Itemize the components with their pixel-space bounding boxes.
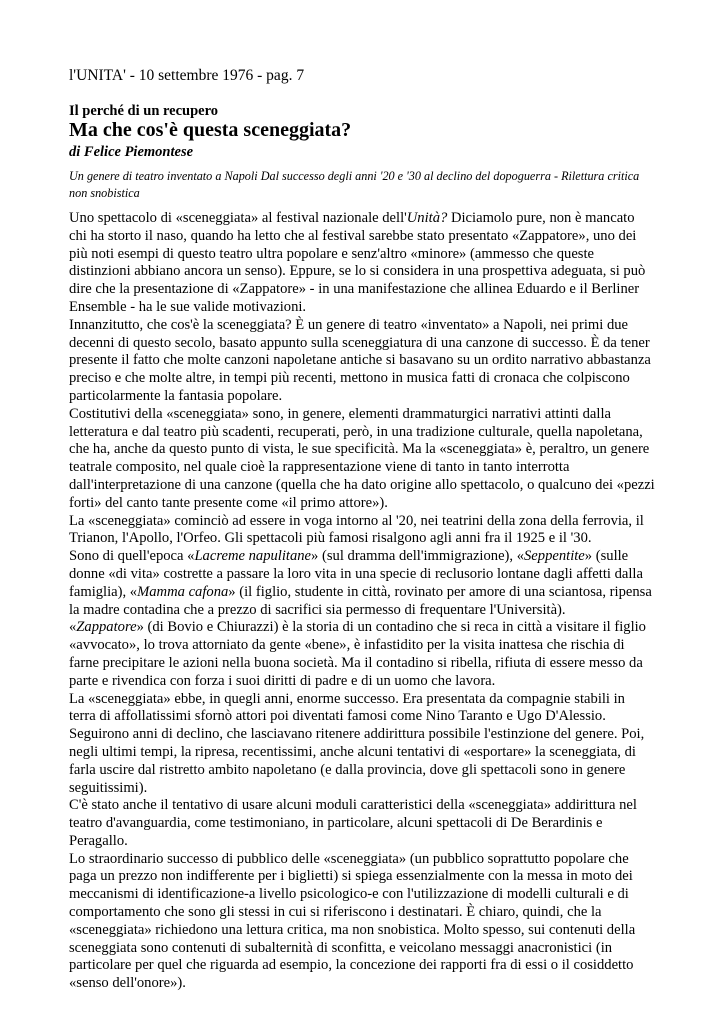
body-line: dire che la presentazione di «Zappatore» - in una manifestazione che allinea Eduardo e il Berliner bbox=[69, 281, 640, 298]
body-line: seguitissimi). bbox=[69, 779, 148, 796]
article-byline: di Felice Piemontese bbox=[69, 144, 194, 160]
body-line: comportamento che sono gli stessi in cui si riferiscono i destinatari. È chiaro, quindi, che la bbox=[69, 904, 602, 921]
summary-line: non snobistica bbox=[69, 186, 140, 200]
body-line: famiglia), «Mamma cafona» (il figlio, studente in città, rovinato per amore di una sciantosa, ripensa bbox=[69, 583, 652, 600]
body-line: particolarmente la fantasia popolare. bbox=[69, 387, 283, 404]
body-line: «Zappatore» (di Bovio e Chiurazzi) è la storia di un contadino che si reca in città a visitare il figlio bbox=[69, 619, 646, 636]
italic-title: Seppentite bbox=[524, 548, 585, 565]
body-line: meccanismi di identificazione-a livello psicologico-e con l'utilizzazione di modelli culturali e di bbox=[69, 886, 629, 903]
body-line: dall'interpretazione di una canzone (quella che ha dato origine allo spettacolo, o qualcuno dei «pezzi bbox=[69, 476, 655, 493]
italic-title: Lacreme napulitane bbox=[194, 548, 312, 565]
body-line: parte e rivendica con forza i suoi diritti di padre e di un uomo che lavora. bbox=[69, 672, 496, 689]
body-line: «avvocato», lo trova attorniato da gente «bene», è infastidito per la visita inattesa che rischia di bbox=[69, 637, 625, 654]
body-line: Sono di quell'epoca «Lacreme napulitane» (sul dramma dell'immigrazione), «Seppentite» (sulle bbox=[69, 548, 629, 565]
body-line: forti» del canto tante presente come «il primo attore»). bbox=[69, 494, 388, 511]
body-line: distinzioni abbiano ancora un senso). Eppure, se lo si considera in una prospettiva adeguata, si può bbox=[69, 263, 646, 280]
body-line: terra di affollatissimi sfornò attori poi diventati famosi come Nino Taranto e Ugo D'Alessio. bbox=[69, 708, 606, 725]
body-line: Lo straordinario successo di pubblico delle «sceneggiata» (un pubblico soprattutto popolare che bbox=[69, 850, 629, 867]
body-line: Uno spettacolo di «sceneggiata» al festival nazionale dell'Unità? Diciamolo pure, non è mancato bbox=[69, 210, 635, 226]
body-line: presente il fatto che molte canzoni napoletane antiche si basavano su un ordito narrativo abbastanza bbox=[69, 352, 651, 369]
body-line: negli ultimi tempi, la ripresa, recentissimi, anche alcuni tentativi di «esportare» la sceneggiata, di bbox=[69, 743, 636, 760]
body-line: Trianon, l'Apollo, l'Orfeo. Gli spettacoli più famosi risalgono agli anni fra il 1925 e il '30. bbox=[69, 530, 592, 547]
italic-title: Unità? bbox=[406, 210, 448, 226]
body-line: farne precipitare le azioni nella buona società. Ma il contadino si ribella, rifiuta di essere messo da bbox=[69, 654, 643, 671]
body-line: teatro d'avanguardia, come testimoniano, in particolare, alcuni spettacoli di De Berardinis e bbox=[69, 815, 603, 832]
body-line: chi ha storto il naso, quando ha letto che al festival sarebbe stato presentato «Zappatore», uno dei bbox=[69, 227, 637, 244]
source-line: l'UNITA' - 10 settembre 1976 - pag. 7 bbox=[69, 67, 305, 84]
italic-title: Mamma cafona bbox=[137, 583, 229, 600]
body-line: teatrale composito, nel quale cioè la rappresentazione viene di tanto in tanto interrotta bbox=[69, 459, 570, 476]
body-line: che ha, anche da questo punto di vista, le sue specificità. Ma la «sceneggiata» è, peraltro, un genere bbox=[69, 441, 650, 458]
body-line: C'è stato anche il tentativo di usare alcuni moduli caratteristici della «sceneggiata» addirittura nel bbox=[69, 797, 637, 814]
body-line: letteratura e dal teatro più scadenti, recuperati, però, in una tradizione culturale, quella napoletana, bbox=[69, 423, 643, 440]
body-line: la madre contadina che a prezzo di sacrifici sia permesso di frequentare l'Università). bbox=[69, 601, 566, 618]
body-line: più noti esempi di questo teatro ultra popolare e senz'altro «minore» (ammesso che queste bbox=[69, 245, 595, 262]
body-line: sceneggiata sono contenuti di subalternità di sconfitta, e veicolano messaggi anacronistici (in bbox=[69, 939, 613, 956]
body-line: Ensemble - ha le sue valide motivazioni. bbox=[69, 298, 307, 315]
body-line: «sceneggiata» richiedono una lettura critica, ma non snobistica. Molto spesso, sui contenuti della bbox=[69, 921, 636, 938]
body-line: Peragallo. bbox=[69, 832, 128, 849]
article-summary bbox=[69, 168, 659, 202]
body-line: Costitutivi della «sceneggiata» sono, in genere, elementi drammaturgici narrativi attinti dalla bbox=[69, 405, 611, 422]
body-line: Innanzitutto, che cos'è la sceneggiata? È un genere di teatro «inventato» a Napoli, nei primi due bbox=[69, 316, 629, 333]
article-body bbox=[69, 210, 669, 993]
body-line: decenni di questo secolo, basato appunto sulla sceneggiatura di una canzone di successo. È da tener bbox=[69, 334, 650, 351]
body-line: preciso e che molte altre, in tempi più recenti, mettono in musica fatti di cronaca che colpiscono bbox=[69, 370, 630, 387]
body-line: particolare per quel che riguarda ad esempio, la concezione dei rapporti fra di essi o il cosiddetto bbox=[69, 957, 634, 974]
body-line: Seguirono anni di declino, che lasciavano ritenere addirittura possibile l'estinzione del genere. Poi, bbox=[69, 726, 645, 743]
body-line: donne «di vita» costrette a passare la loro vita in una specie di reclusorio lontane dagli affetti dalla bbox=[69, 565, 643, 582]
summary-line: Un genere di teatro inventato a Napoli Dal successo degli anni '20 e '30 al declino del dopoguerra - Rilettura critica bbox=[69, 169, 640, 183]
body-line: «senso dell'onore»). bbox=[69, 975, 186, 992]
body-line: La «sceneggiata» cominciò ad essere in voga intorno al '20, nei teatrini della zona della ferrovia, il bbox=[69, 512, 644, 529]
body-line: paga un prezzo non indifferente per i biglietti) si spiega essenzialmente con la messa in moto dei bbox=[69, 868, 633, 885]
article-title: Ma che cos'è questa sceneggiata? bbox=[69, 119, 352, 141]
article-kicker: Il perché di un recupero bbox=[69, 103, 219, 119]
italic-title: Zappatore bbox=[76, 619, 137, 636]
body-line: La «sceneggiata» ebbe, in quegli anni, enorme successo. Era presentata da compagnie stabili in bbox=[69, 690, 625, 707]
body-line: farla uscire dal ristretto ambito napoletano (e dalla provincia, dove gli spettacoli sono in genere bbox=[69, 761, 626, 778]
